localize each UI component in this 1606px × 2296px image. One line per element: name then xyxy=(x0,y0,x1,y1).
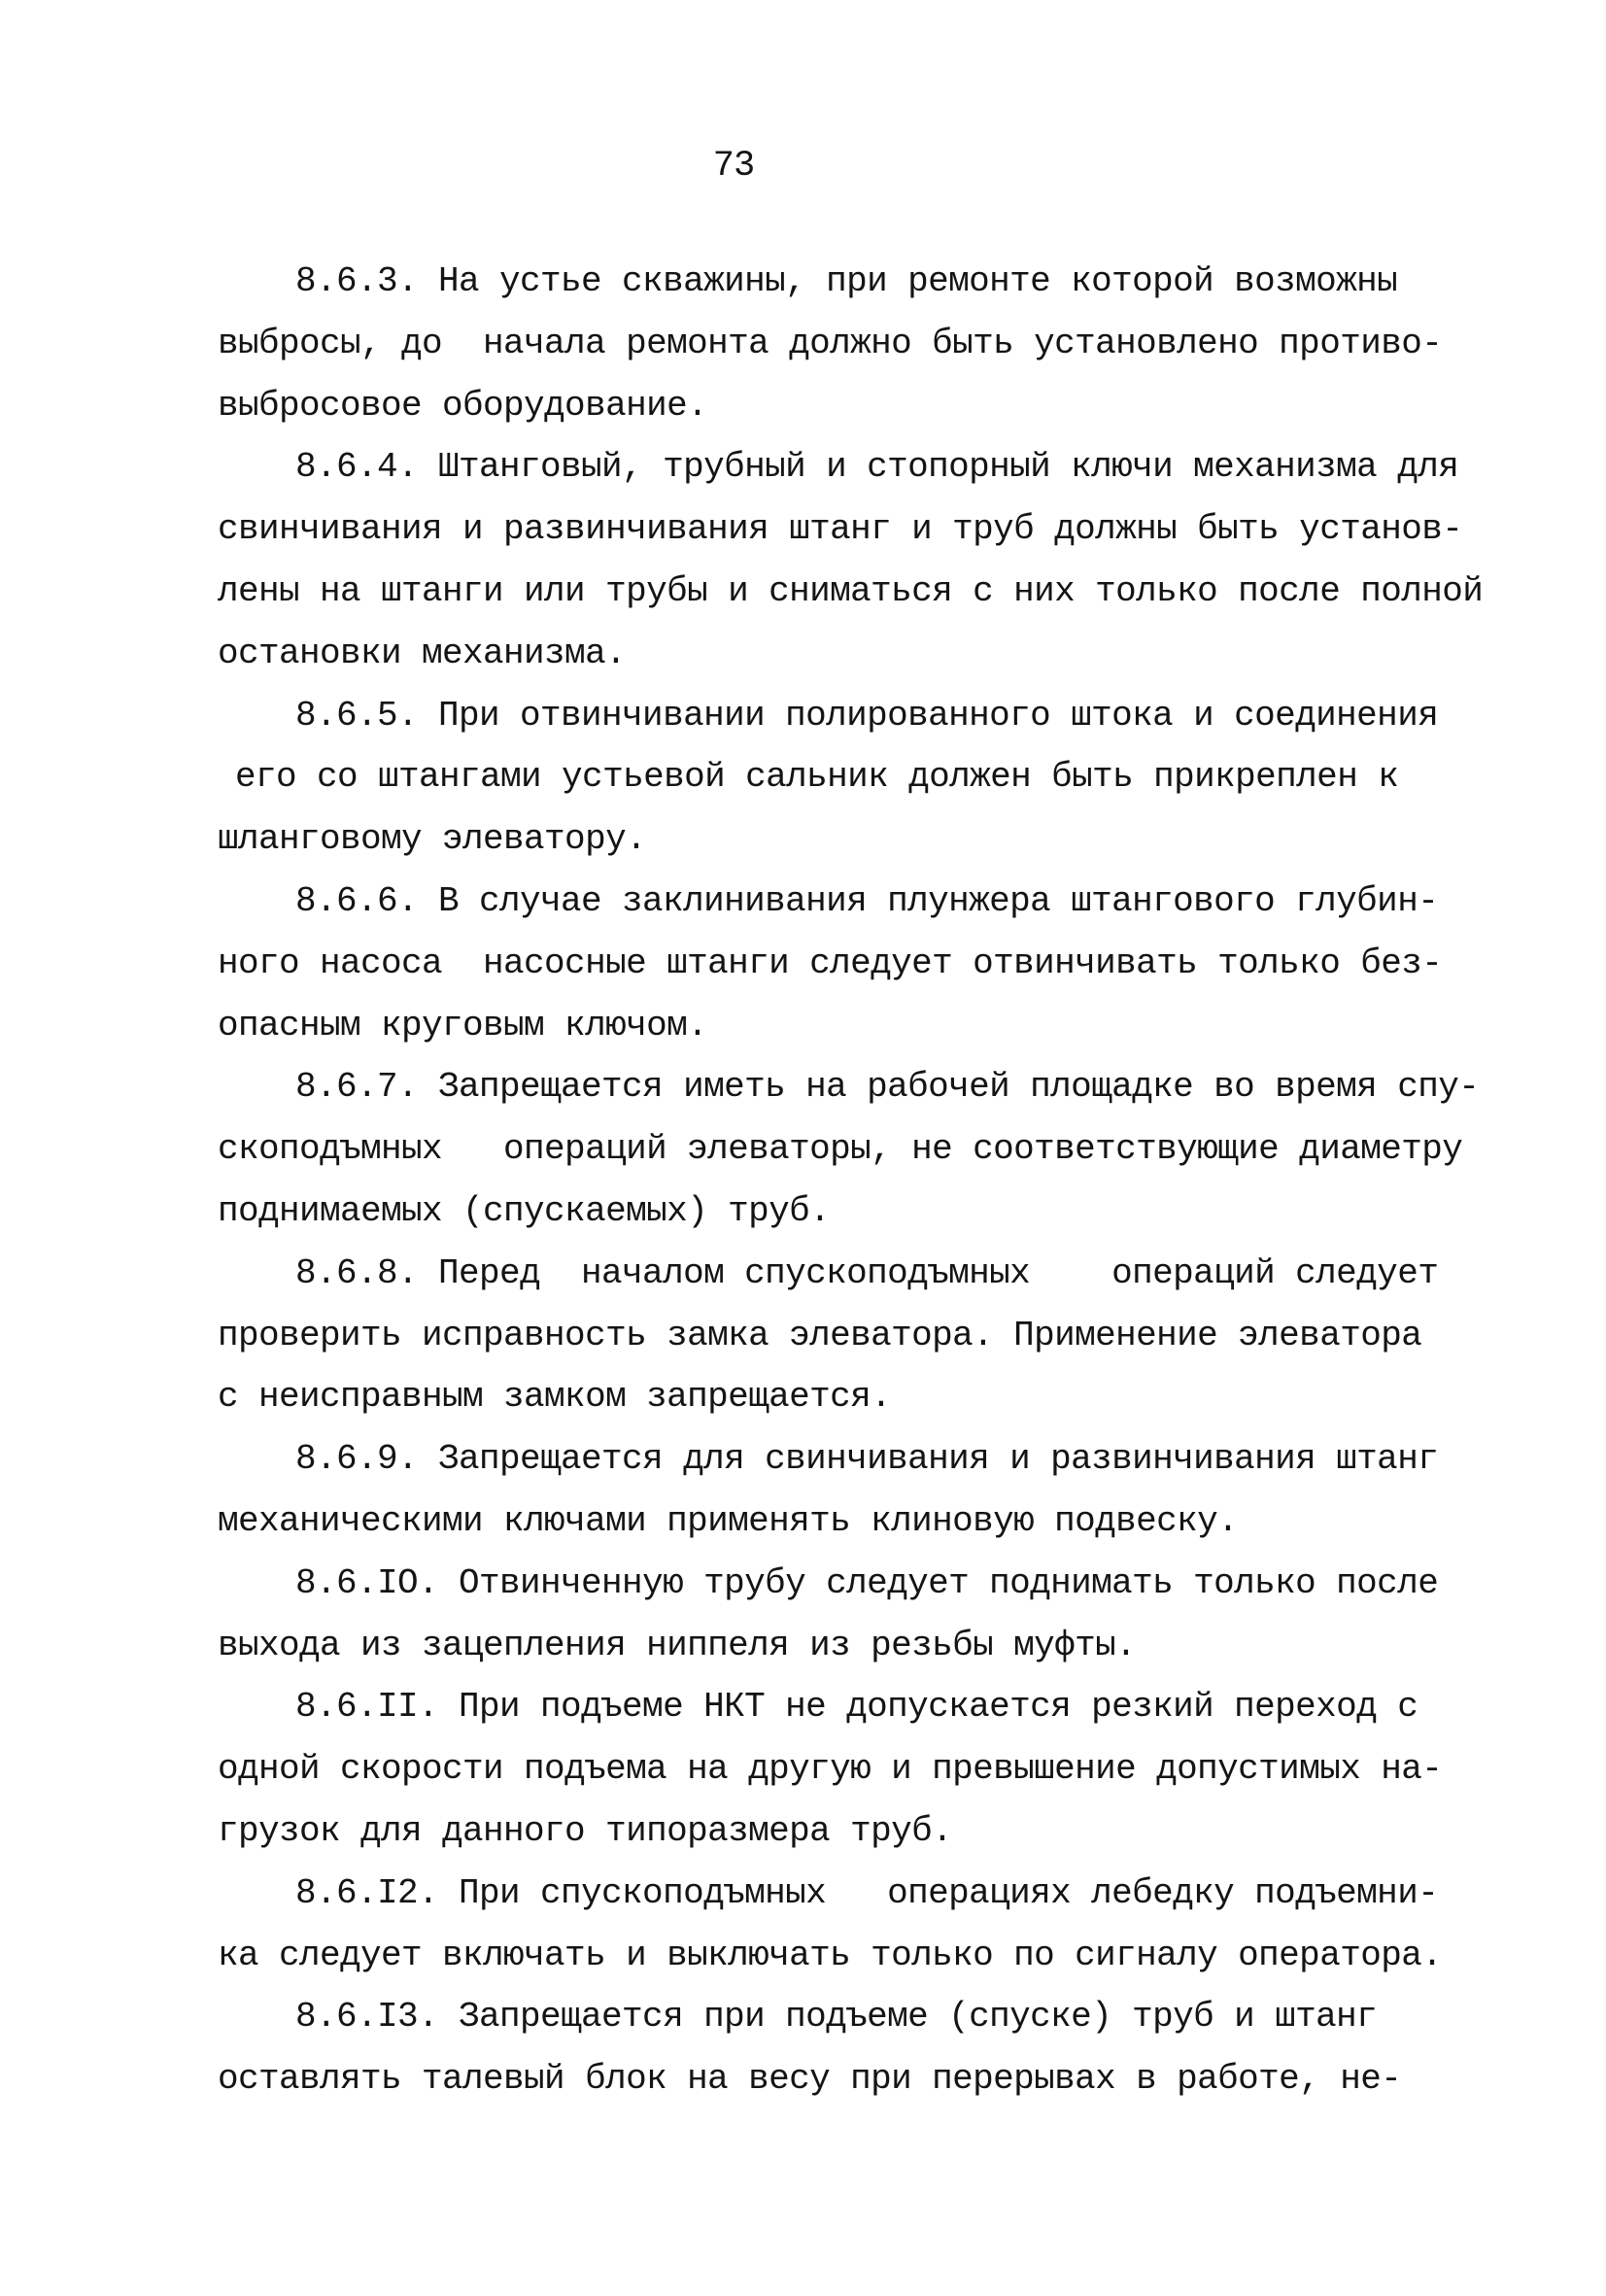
paragraph-8-6-8 xyxy=(218,1243,1442,1428)
text-line: одной скорости подъема на другую и превышение допустимых на- xyxy=(218,1749,1443,1790)
text-line: 8.6.6. В случае заклинивания плунжера штангового глубин- xyxy=(295,880,1439,921)
text-line: 8.6.8. Перед началом спускоподъмных операций следует xyxy=(295,1252,1439,1293)
paragraph-8-6-3 xyxy=(218,251,1442,436)
text-line: выхода из зацепления ниппеля из резьбы муфты. xyxy=(218,1625,1137,1665)
paragraph-8-6-5 xyxy=(218,685,1442,871)
text-line: его со штангами устьевой сальник должен быть прикреплен к xyxy=(235,757,1399,798)
text-line: проверить исправность замка элеватора. Применение элеватора xyxy=(218,1315,1422,1355)
text-line: ного насоса насосные штанги следует отвинчивать только без- xyxy=(218,942,1443,983)
paragraph-8-6-12 xyxy=(218,1863,1442,1987)
text-line: 8.6.IO. Отвинченную трубу следует поднимать только после xyxy=(295,1562,1439,1603)
text-line: 8.6.3. На устье скважины, при ремонте которой возможны xyxy=(295,261,1398,301)
text-line: грузок для данного типоразмера труб. xyxy=(218,1810,953,1851)
text-line: шланговому элеватору. xyxy=(218,819,647,860)
text-line: 8.6.4. Штанговый, трубный и стопорный ключи механизма для xyxy=(295,447,1459,488)
text-line: ка следует включать и выключать только по сигналу оператора. xyxy=(218,1935,1443,1975)
text-line: скоподъмных операций элеваторы, не соответствующие диаметру xyxy=(218,1129,1463,1170)
text-line: 8.6.7. Запрещается иметь на рабочей площадке во время спу- xyxy=(295,1067,1480,1108)
paragraph-8-6-10 xyxy=(218,1553,1442,1677)
text-line: выбросовое оборудование. xyxy=(218,385,708,426)
text-line: 8.6.I2. При спускоподъмных операциях лебедку подъемни- xyxy=(295,1872,1439,1913)
paragraph-8-6-6 xyxy=(218,871,1442,1056)
text-line: механическими ключами применять клиновую подвеску. xyxy=(218,1500,1239,1541)
text-line: 8.6.I3. Запрещается при подъеме (спуске) труб и штанг xyxy=(295,1997,1378,2038)
paragraph-8-6-11 xyxy=(218,1676,1442,1862)
paragraph-8-6-9 xyxy=(218,1428,1442,1553)
text-line: свинчивания и развинчивания штанг и труб должны быть установ- xyxy=(218,509,1463,550)
page-number: 73 xyxy=(712,146,755,187)
paragraph-8-6-7 xyxy=(218,1056,1480,1242)
paragraph-8-6-4 xyxy=(218,436,1484,684)
paragraph-8-6-13 xyxy=(218,1986,1442,2110)
text-line: с неисправным замком запрещается. xyxy=(218,1377,892,1418)
text-line: лены на штанги или трубы и сниматься с них только после полной xyxy=(218,570,1484,611)
text-line: 8.6.5. При отвинчивании полированного штока и соединения xyxy=(295,695,1439,736)
text-line: 8.6.9. Запрещается для свинчивания и развинчивания штанг xyxy=(295,1439,1439,1480)
text-line: остановки механизма. xyxy=(218,633,627,673)
text-line: поднимаемых (спускаемых) труб. xyxy=(218,1190,831,1231)
text-line: выбросы, до начала ремонта должно быть установлено противо- xyxy=(218,323,1443,363)
text-line: опасным круговым ключом. xyxy=(218,1005,708,1045)
text-line: 8.6.II. При подъеме НКТ не допускается резкий переход с xyxy=(295,1687,1418,1728)
body-text xyxy=(218,251,1484,2110)
text-line: оставлять талевый блок на весу при перерывах в работе, не- xyxy=(218,2059,1402,2100)
